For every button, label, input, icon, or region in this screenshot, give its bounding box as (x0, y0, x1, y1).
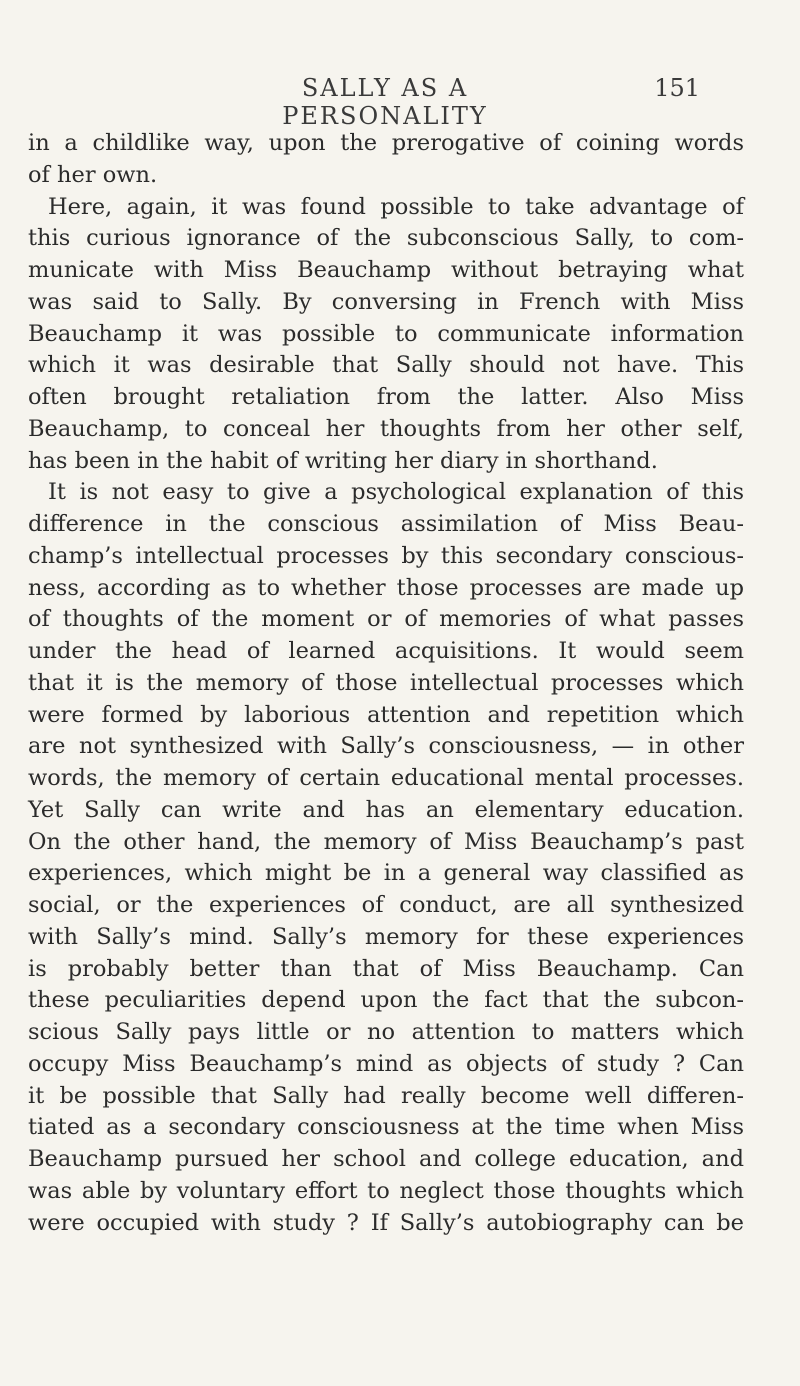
text-line: social, or the experiences of conduct, are all synthesized (28, 892, 744, 918)
text-line: occupy Miss Beauchamp’s mind as objects of study ? Can (28, 1050, 744, 1077)
text-line: are not synthesized with Sally’s consciousness, — in other (28, 733, 744, 760)
text-line: Here, again, it was found possible to take advantage of (48, 193, 744, 220)
text-line: Beauchamp pursued her school and college education, and (28, 1146, 744, 1172)
text-line: that it is the memory of those intellectual processes which (28, 669, 744, 696)
text-line: in a childlike way, upon the prerogative of coining words (28, 130, 744, 156)
text-line: under the head of learned acquisitions. It would seem (28, 638, 744, 664)
text-line: municate with Miss Beauchamp without betraying what (28, 257, 744, 283)
text-line: Beauchamp, to conceal her thoughts from her other self, (28, 415, 744, 442)
text-line: scious Sally pays little or no attention to matters which (28, 1019, 744, 1045)
text-line: it be possible that Sally had really become well differen- (28, 1082, 744, 1109)
text-line: ness, according as to whether those processes are made up (28, 574, 744, 601)
text-line: tiated as a secondary consciousness at the time when Miss (28, 1114, 744, 1141)
text-line: were occupied with study ? If Sally’s autobiography can be (28, 1209, 744, 1236)
text-line: of thoughts of the moment or of memories of what passes (28, 606, 744, 633)
text-line: is probably better than that of Miss Beauchamp. Can (28, 955, 744, 982)
text-line: champ’s intellectual processes by this secondary conscious- (28, 542, 744, 569)
text-line: words, the memory of certain educational mental processes. (28, 765, 744, 791)
text-line: was able by voluntary effort to neglect those thoughts which (28, 1177, 744, 1204)
text-line: difference in the conscious assimilation of Miss Beau- (28, 511, 744, 537)
text-line: these peculiarities depend upon the fact that the subcon- (28, 987, 744, 1014)
running-head (0, 74, 800, 130)
page-number: 151 (654, 74, 700, 102)
text-line: was said to Sally. By conversing in French with Miss (28, 288, 744, 315)
text-line: Beauchamp it was possible to communicate information (28, 320, 744, 347)
text-line: On the other hand, the memory of Miss Beauchamp’s past (28, 828, 744, 855)
text-line: were formed by laborious attention and repetition which (28, 701, 744, 728)
text-line: this curious ignorance of the subconscious Sally, to com- (28, 225, 744, 252)
text-line: It is not easy to give a psychological explanation of this (48, 479, 744, 506)
text-line: often brought retaliation from the latter. Also Miss (28, 384, 744, 410)
body-text (28, 128, 744, 1239)
text-line: Yet Sally can write and has an elementary education. (28, 796, 744, 823)
running-title: SALLY AS A PERSONALITY (282, 74, 488, 130)
text-line: with Sally’s mind. Sally’s memory for these experiences (28, 923, 744, 950)
text-line: of her own. (28, 161, 158, 188)
text-line: experiences, which might be in a general way classified as (28, 860, 744, 887)
text-line: has been in the habit of writing her diary in shorthand. (28, 447, 658, 474)
text-line: which it was desirable that Sally should not have. This (28, 352, 744, 379)
